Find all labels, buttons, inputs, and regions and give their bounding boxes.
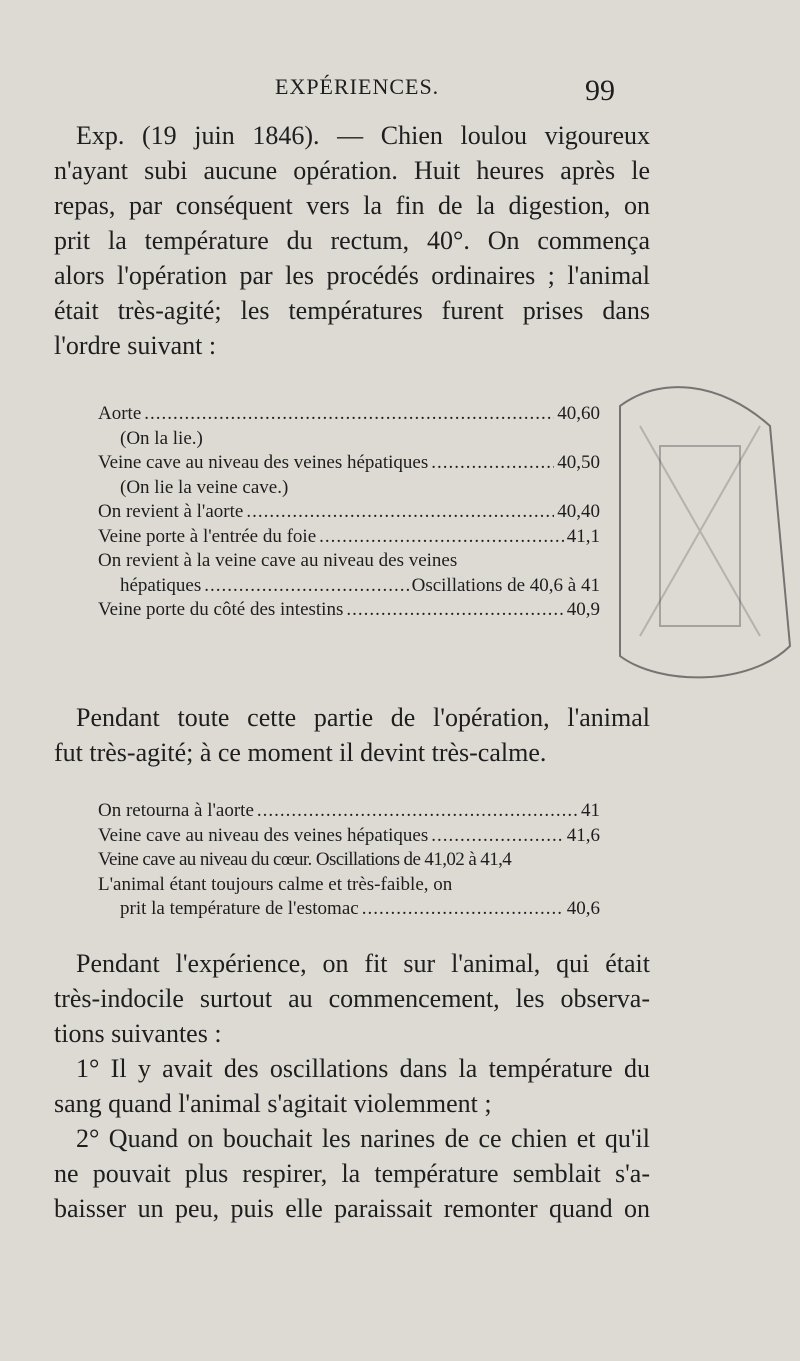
row-value: 40,40 xyxy=(557,501,600,522)
temperature-table-1 xyxy=(98,402,600,623)
row-value: 40,6 xyxy=(566,898,600,919)
row-value: 40,50 xyxy=(557,452,600,473)
row-label: On revient à l'aorte xyxy=(98,501,244,522)
text-line: prit la température du rectum, 40°. On commença xyxy=(54,226,650,255)
row-value: Oscillations de 40,6 à 41 xyxy=(411,574,600,596)
text-line: 2° Quand on bouchait les narines de ce chien et qu'il xyxy=(76,1124,650,1153)
table-row xyxy=(98,402,600,427)
row-value: 41,1 xyxy=(566,525,600,547)
text-line: fut très-agité; à ce moment il devint très-calme. xyxy=(54,738,547,767)
running-title: EXPÉRIENCES. xyxy=(275,74,440,99)
leader-dots xyxy=(204,574,408,599)
table-row xyxy=(98,476,600,501)
table-row xyxy=(98,848,600,873)
row-label: Veine cave au niveau des veines hépatiques xyxy=(98,824,429,846)
paragraph-agitation xyxy=(54,700,650,770)
row-label: Veine cave au niveau des veines hépatiques xyxy=(98,452,429,473)
text-line: 1° Il y avait des oscillations dans la température du xyxy=(76,1054,650,1083)
table-row xyxy=(98,525,600,550)
text-line: l'ordre suivant : xyxy=(54,331,217,360)
text-line: alors l'opération par les procédés ordinaires ; l'animal xyxy=(54,261,650,290)
row-value: 41 xyxy=(581,800,600,821)
text-line: très-indocile surtout au commencement, les observa- xyxy=(54,984,650,1013)
table-row xyxy=(98,427,600,452)
library-stamp-icon xyxy=(600,386,800,686)
paragraph-observations xyxy=(54,946,650,1226)
text-line: Pendant toute cette partie de l'opération, l'animal xyxy=(76,703,650,732)
row-label: prit la température de l'estomac xyxy=(120,898,359,919)
table-row xyxy=(98,598,600,623)
temperature-table-2 xyxy=(98,799,600,922)
table-row xyxy=(98,549,600,574)
text-line: Pendant l'expérience, on fit sur l'animal, qui était xyxy=(76,949,650,978)
row-label: Veine porte à l'entrée du foie xyxy=(98,525,317,547)
leader-dots xyxy=(362,897,564,922)
page-number: 99 xyxy=(585,74,615,107)
leader-dots xyxy=(144,402,554,427)
text-line: ne pouvait plus respirer, la température semblait s'a- xyxy=(54,1159,650,1188)
leader-dots xyxy=(257,799,578,824)
row-label: On revient à la veine cave au niveau des veines xyxy=(98,550,458,571)
row-value: 41,6 xyxy=(566,824,600,846)
leader-dots xyxy=(319,525,564,550)
table-row xyxy=(98,897,600,922)
text-line: n'ayant subi aucune opération. Huit heures après le xyxy=(54,156,650,185)
text-line: Exp. (19 juin 1846). — Chien loulou vigoureux xyxy=(76,121,650,150)
table-row xyxy=(98,574,600,599)
text-line: tions suivantes : xyxy=(54,1019,222,1048)
paragraph-experiment xyxy=(54,118,650,363)
leader-dots xyxy=(346,598,563,623)
table-row xyxy=(98,799,600,824)
table-row xyxy=(98,451,600,476)
text-line: repas, par conséquent vers la fin de la digestion, on xyxy=(54,191,650,220)
table-row xyxy=(98,500,600,525)
row-label: On retourna à l'aorte xyxy=(98,800,254,821)
text-line: était très-agité; les températures furent prises dans xyxy=(54,296,650,325)
table-row xyxy=(98,824,600,849)
row-label: L'animal étant toujours calme et très-faible, on xyxy=(98,873,453,895)
row-label: (On la lie.) xyxy=(120,427,203,449)
row-value: 40,60 xyxy=(557,403,600,424)
text-line: baisser un peu, puis elle paraissait remonter quand on xyxy=(54,1194,650,1223)
row-label: hépatiques xyxy=(120,574,202,596)
text-line: sang quand l'animal s'agitait violemment ; xyxy=(54,1089,492,1118)
row-value: 40,9 xyxy=(566,599,600,620)
row-label: Veine porte du côté des intestins xyxy=(98,599,344,620)
row-label: Veine cave au niveau du cœur. Oscillations de 41,02 à 41,4 xyxy=(98,849,512,870)
page-header xyxy=(0,72,800,112)
leader-dots xyxy=(431,824,563,849)
table-row xyxy=(98,873,600,898)
row-label: Aorte xyxy=(98,403,142,424)
row-label: (On lie la veine cave.) xyxy=(120,476,289,498)
leader-dots xyxy=(246,500,554,525)
leader-dots xyxy=(431,451,554,476)
